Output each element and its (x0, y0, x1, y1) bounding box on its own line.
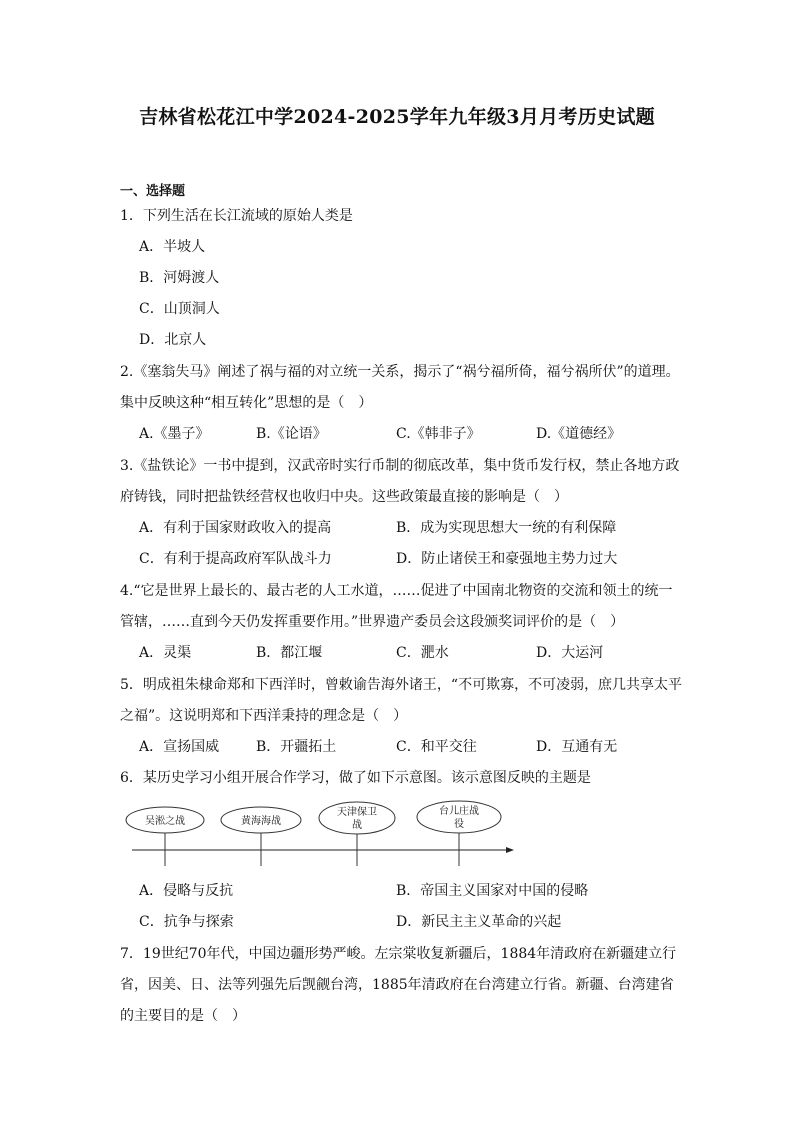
timeline-node-tianjin (319, 802, 395, 866)
question-5-option-b: B．开疆拓土 (256, 739, 337, 755)
timeline-node-wusong (126, 807, 204, 866)
question-3-option-b: B．成为实现思想大一统的有利保障 (396, 520, 617, 536)
timeline-label-tianjin-2: 战 (352, 820, 362, 831)
question-4-option-a: A．灵渠 (139, 645, 192, 661)
question-6-option-a: A．侵略与反抗 (139, 883, 234, 899)
question-5-option-c: C．和平交往 (396, 739, 477, 755)
question-1-stem: 1．下列生活在长江流域的原始人类是 (120, 208, 353, 224)
question-2-stem-line-1: 2.《塞翁失马》阐述了祸与福的对立统一关系，揭示了“祸兮福所倚，福兮祸所伏”的道理。 (120, 364, 680, 380)
timeline-label-tianjin-1: 天津保卫 (337, 807, 377, 818)
timeline-arrowhead (506, 847, 514, 853)
question-2-option-c: C.《韩非子》 (396, 426, 481, 442)
page-title: 吉林省松花江中学2024-2025学年九年级3月月考历史试题 (139, 106, 655, 128)
question-2-option-a: A.《墨子》 (139, 426, 210, 442)
question-7-stem-line-1: 7．19世纪70年代，中国边疆形势严峻。左宗棠收复新疆后，1884年清政府在新疆建立行 (120, 946, 677, 962)
timeline-label-taierzhuang-1: 台儿庄战 (439, 806, 479, 817)
question-4-stem-line-2: 管辖，……直到今天仍发挥重要作用。”世界遗产委员会这段颁奖词评价的是（ ） (120, 614, 625, 630)
timeline-diagram (120, 800, 520, 872)
question-1-option-b: B．河姆渡人 (139, 270, 220, 286)
question-5-option-d: D．互通有无 (536, 739, 618, 755)
question-2-option-b: B.《论语》 (256, 426, 327, 442)
question-3-option-a: A．有利于国家财政收入的提高 (139, 520, 332, 536)
question-3-stem-line-1: 3.《盐铁论》一书中提到，汉武帝时实行币制的彻底改革，集中货币发行权，禁止各地方政 (120, 458, 680, 474)
timeline-label-taierzhuang-2: 役 (454, 819, 464, 830)
timeline-node-huanghai (221, 807, 301, 866)
question-7-stem-line-3: 的主要目的是（ ） (120, 1008, 246, 1024)
question-4-option-d: D．大运河 (536, 645, 604, 661)
question-6-stem: 6．某历史学习小组开展合作学习，做了如下示意图。该示意图反映的主题是 (120, 770, 591, 786)
question-4-stem-line-1: 4.“它是世界上最长的、最古老的人工水道，……促进了中国南北物资的交流和领土的统一 (120, 583, 673, 599)
timeline-label-huanghai: 黄海海战 (241, 816, 281, 827)
section-heading: 一、选择题 (120, 184, 186, 199)
question-1-option-a: A．半坡人 (139, 239, 206, 255)
question-6-option-c: C．抗争与探索 (139, 914, 234, 930)
question-5-stem-line-1: 5．明成祖朱棣命郑和下西洋时，曾敕谕告海外诸王，“不可欺寡，不可凌弱，庶几共享太平 (120, 677, 683, 693)
question-1-option-d: D．北京人 (139, 332, 207, 348)
question-5-option-a: A．宣扬国威 (139, 739, 220, 755)
question-7-stem-line-2: 省，因美、日、法等列强先后觊觎台湾，1885年清政府在台湾建立行省。新疆、台湾建省 (120, 977, 674, 993)
question-3-stem-line-2: 府铸钱，同时把盐铁经营权也收归中央。这些政策最直接的影响是（ ） (120, 489, 568, 505)
question-5-stem-line-2: 之福”。这说明郑和下西洋秉持的理念是（ ） (120, 708, 408, 724)
question-6-option-b: B．帝国主义国家对中国的侵略 (396, 883, 589, 899)
timeline-node-taierzhuang (417, 801, 501, 866)
question-2-stem-line-2: 集中反映这种“相互转化”思想的是（ ） (120, 395, 373, 411)
question-1-option-c: C．山顶洞人 (139, 301, 220, 317)
question-3-option-d: D．防止诸侯王和豪强地主势力过大 (396, 551, 618, 567)
question-4-option-b: B．都江堰 (256, 645, 323, 661)
question-3-option-c: C．有利于提高政府军队战斗力 (139, 551, 332, 567)
question-2-option-d: D.《道德经》 (536, 426, 622, 442)
question-4-option-c: C．淝水 (396, 645, 449, 661)
question-6-option-d: D．新民主主义革命的兴起 (396, 914, 562, 930)
timeline-label-wusong: 吴淞之战 (145, 816, 185, 827)
